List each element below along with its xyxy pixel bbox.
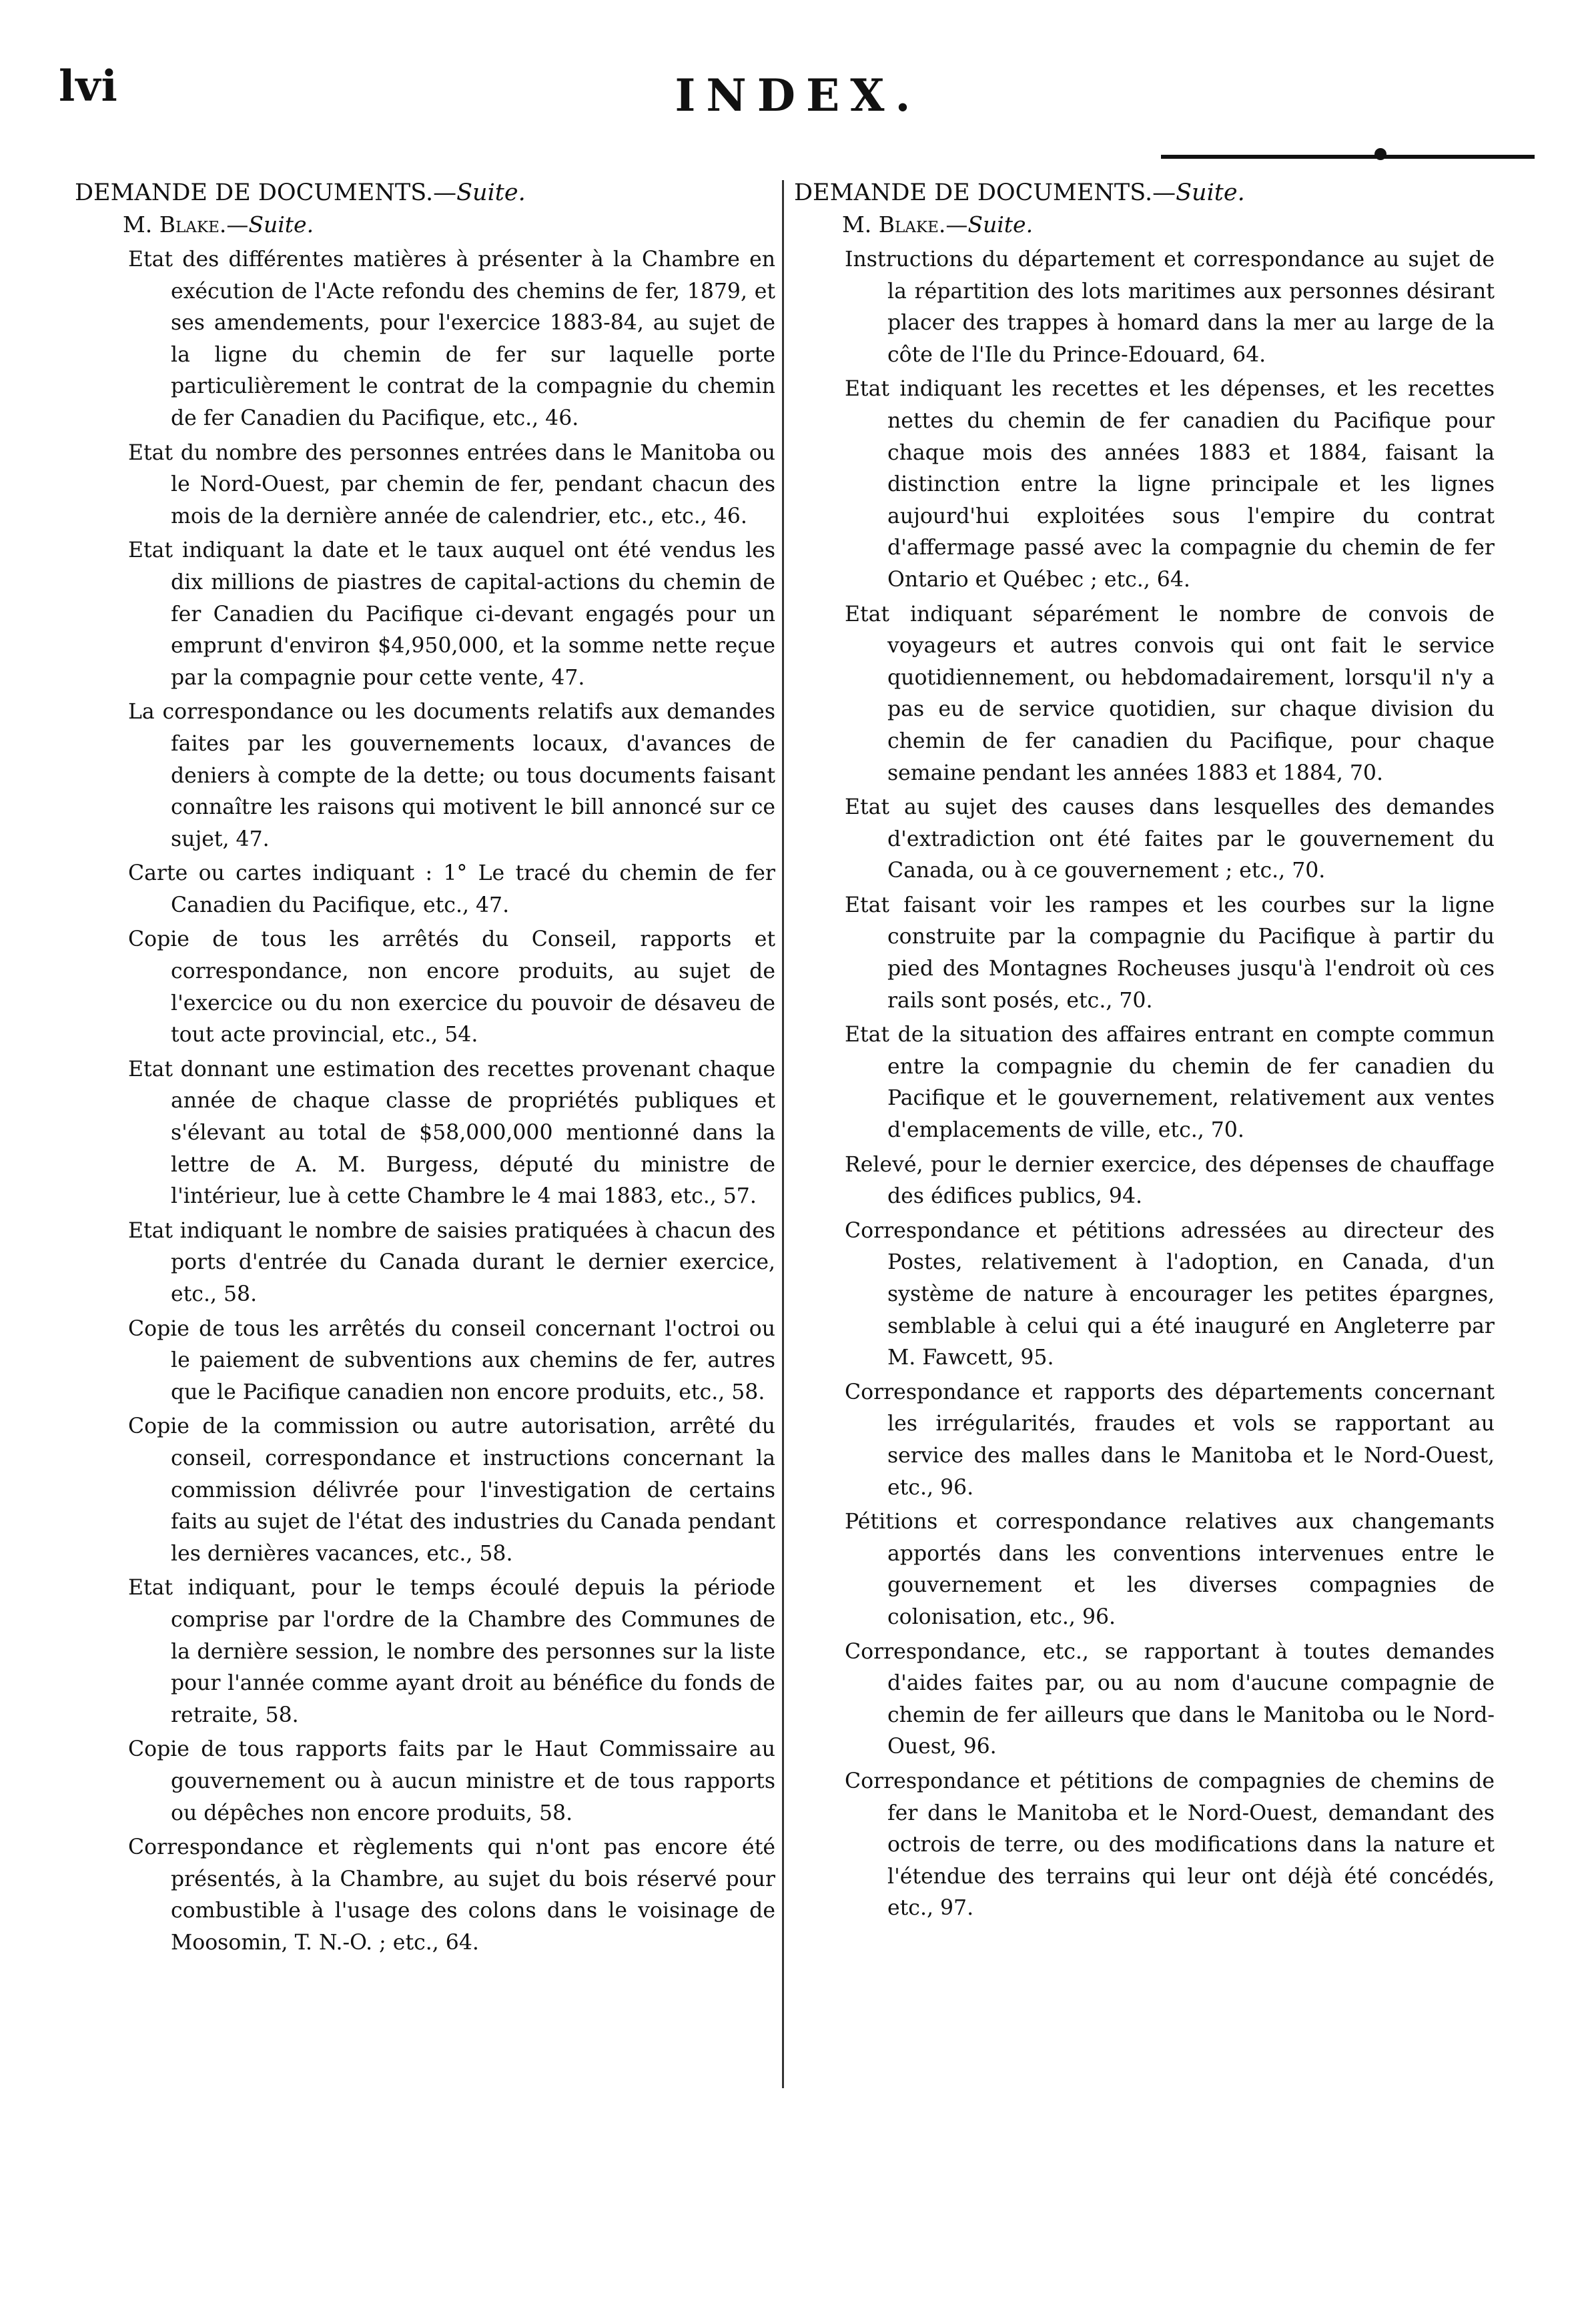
left-column	[75, 177, 775, 1961]
index-entry: Copie de la commission ou autre autorisation, arrêté du conseil, correspondance et instructions concernant la commission délivrée pour l'investigation de certains faits au sujet de l'état des industries du Canada pendant les dernières vacances, etc., 58.	[128, 1414, 775, 1566]
index-entry: La correspondance ou les documents relatifs aux demandes faites par les gouvernements locaux, d'avances de deniers à compte de la dette; ou tous documents faisant connaître les raisons qui motivent le bill annoncé sur ce sujet, 47.	[128, 700, 775, 851]
index-entry: Pétitions et correspondance relatives aux changemants apportés dans les conventions intervenues entre le gouvernement et les diverses compagnies de colonisation, etc., 96.	[845, 1510, 1495, 1629]
section-heading-text: DEMANDE DE DOCUMENTS.—	[75, 179, 457, 206]
index-entry: Correspondance et pétitions de compagnies de chemins de fer dans le Manitoba et le Nord-Ouest, demandant des octrois de terre, ou des modifications dans la nature et l'étendue des terrains qui leur ont déjà été concédés, etc., 97.	[845, 1769, 1495, 1921]
index-entry: Etat de la situation des affaires entrant en compte commun entre la compagnie du chemin de fer canadien du Pacifique et le gouvernement, relativement aux ventes d'emplacements de ville, etc., 70.	[845, 1023, 1495, 1143]
column-divider	[782, 180, 784, 2088]
person-name: M. Blake.—	[842, 211, 968, 238]
index-entry: Correspondance et rapports des départements concernant les irrégularités, fraudes et vols se rapportant au service des malles dans le Manitoba et le Nord-Ouest, etc., 96.	[845, 1380, 1495, 1500]
index-entry: Copie de tous les arrêtés du conseil concernant l'octroi ou le paiement de subventions aux chemins de fer, autres que le Pacifique canadien non encore produits, etc., 58.	[128, 1316, 775, 1404]
index-entry-list	[794, 244, 1495, 1925]
section-heading	[75, 177, 775, 208]
index-entry: Carte ou cartes indiquant : 1° Le tracé du chemin de fer Canadien du Pacifique, etc., 47.	[128, 861, 775, 917]
header-rule	[1161, 155, 1535, 159]
index-entry: Correspondance et règlements qui n'ont pas encore été présentés, à la Chambre, au sujet du bois réservé pour combustible à l'usage des colons dans le voisinage de Moosomin, T. N.-O. ; etc., 64.	[128, 1835, 775, 1955]
section-heading	[794, 177, 1495, 208]
index-entry: Etat indiquant le nombre de saisies pratiquées à chacun des ports d'entrée du Canada durant le dernier exercice, etc., 58.	[128, 1218, 775, 1306]
section-heading-suite: Suite.	[456, 179, 526, 206]
page-number: lvi	[59, 61, 118, 111]
index-entry: Etat indiquant, pour le temps écoulé depuis la période comprise par l'ordre de la Chambre des Communes de la dernière session, le nombre des personnes sur la liste pour l'année comme ayant droit au bénéfice du fonds de retraite, 58.	[128, 1576, 775, 1727]
index-entry: Correspondance, etc., se rapportant à toutes demandes d'aides faites par, ou au nom d'aucune compagnie de chemin de fer ailleurs que dans le Manitoba ou le Nord-Ouest, 96.	[845, 1639, 1495, 1759]
index-entry: Instructions du département et correspondance au sujet de la répartition des lots maritimes aux personnes désirant placer des trappes à homard dans la mer au large de la côte de l'Ile du Prince-Edouard, 64.	[845, 248, 1495, 367]
index-entry: Etat faisant voir les rampes et les courbes sur la ligne construite par la compagnie du Pacifique à partir du pied des Montagnes Rocheuses jusqu'à l'endroit où ces rails sont posés, etc., 70.	[845, 893, 1495, 1013]
person-name: M. Blake.—	[123, 211, 249, 238]
index-entry: Etat donnant une estimation des recettes provenant chaque année de chaque classe de propriétés publiques et s'élevant au total de $58,000,000 mentionné dans la lettre de A. M. Burgess, député du ministre de l'intérieur, lue à cette Chambre le 4 mai 1883, etc., 57.	[128, 1057, 775, 1209]
person-suite: Suite.	[967, 211, 1034, 238]
page-title: INDEX.	[675, 69, 921, 121]
person-suite: Suite.	[248, 211, 314, 238]
index-entry: Copie de tous les arrêtés du Conseil, rapports et correspondance, non encore produits, au sujet de l'exercice ou du non exercice du pouvoir de désaveu de tout acte provincial, etc., 54.	[128, 927, 775, 1047]
index-entry: Etat au sujet des causes dans lesquelles des demandes d'extradiction ont été faites par le gouvernement du Canada, ou à ce gouvernement ; etc., 70.	[845, 795, 1495, 883]
index-entry: Etat indiquant la date et le taux auquel ont été vendus les dix millions de piastres de capital-actions du chemin de fer Canadien du Pacifique ci-devant engagés pour un emprunt d'environ $4,950,000, et la somme nette reçue par la compagnie pour cette vente, 47.	[128, 538, 775, 690]
index-entry: Copie de tous rapports faits par le Haut Commissaire au gouvernement ou à aucun ministre et de tous rapports ou dépêches non encore produits, 58.	[128, 1737, 775, 1825]
header-rule-dot	[1374, 148, 1386, 160]
index-entry: Etat indiquant séparément le nombre de convois de voyageurs et autres convois qui ont fait le service quotidiennement, ou hebdomadairement, lorsqu'il n'y a pas eu de service quotidien, sur chaque division du chemin de fer canadien du Pacifique, pour chaque semaine pendant les années 1883 et 1884, 70.	[845, 602, 1495, 785]
right-column	[794, 177, 1495, 1927]
section-heading-text: DEMANDE DE DOCUMENTS.—	[794, 179, 1176, 206]
person-heading	[842, 209, 1495, 240]
index-entry: Relevé, pour le dernier exercice, des dépenses de chauffage des édifices publics, 94.	[845, 1152, 1495, 1209]
index-entry: Etat du nombre des personnes entrées dans le Manitoba ou le Nord-Ouest, par chemin de fer, pendant chacun des mois de la dernière année de calendrier, etc., etc., 46.	[128, 440, 775, 528]
index-entry: Correspondance et pétitions adressées au directeur des Postes, relativement à l'adoption, en Canada, d'un système de nature à encourager les petites épargnes, semblable à celui qui a été inauguré en Angleterre par M. Fawcett, 95.	[845, 1218, 1495, 1370]
person-heading	[123, 209, 775, 240]
index-entry-list	[75, 244, 775, 1959]
section-heading-suite: Suite.	[1176, 179, 1245, 206]
index-entry: Etat des différentes matières à présenter à la Chambre en exécution de l'Acte refondu des chemins de fer, 1879, et ses amendements, pour l'exercice 1883-84, au sujet de la ligne du chemin de fer sur laquelle porte particulièrement le contrat de la compagnie du chemin de fer Canadien du Pacifique, etc., 46.	[128, 248, 775, 430]
index-entry: Etat indiquant les recettes et les dépenses, et les recettes nettes du chemin de fer canadien du Pacifique pour chaque mois des années 1883 et 1884, faisant la distinction entre la ligne principale et les lignes aujourd'hui exploitées sous l'empire du contrat d'affermage passé avec la compagnie du chemin de fer Ontario et Québec ; etc., 64.	[845, 377, 1495, 592]
